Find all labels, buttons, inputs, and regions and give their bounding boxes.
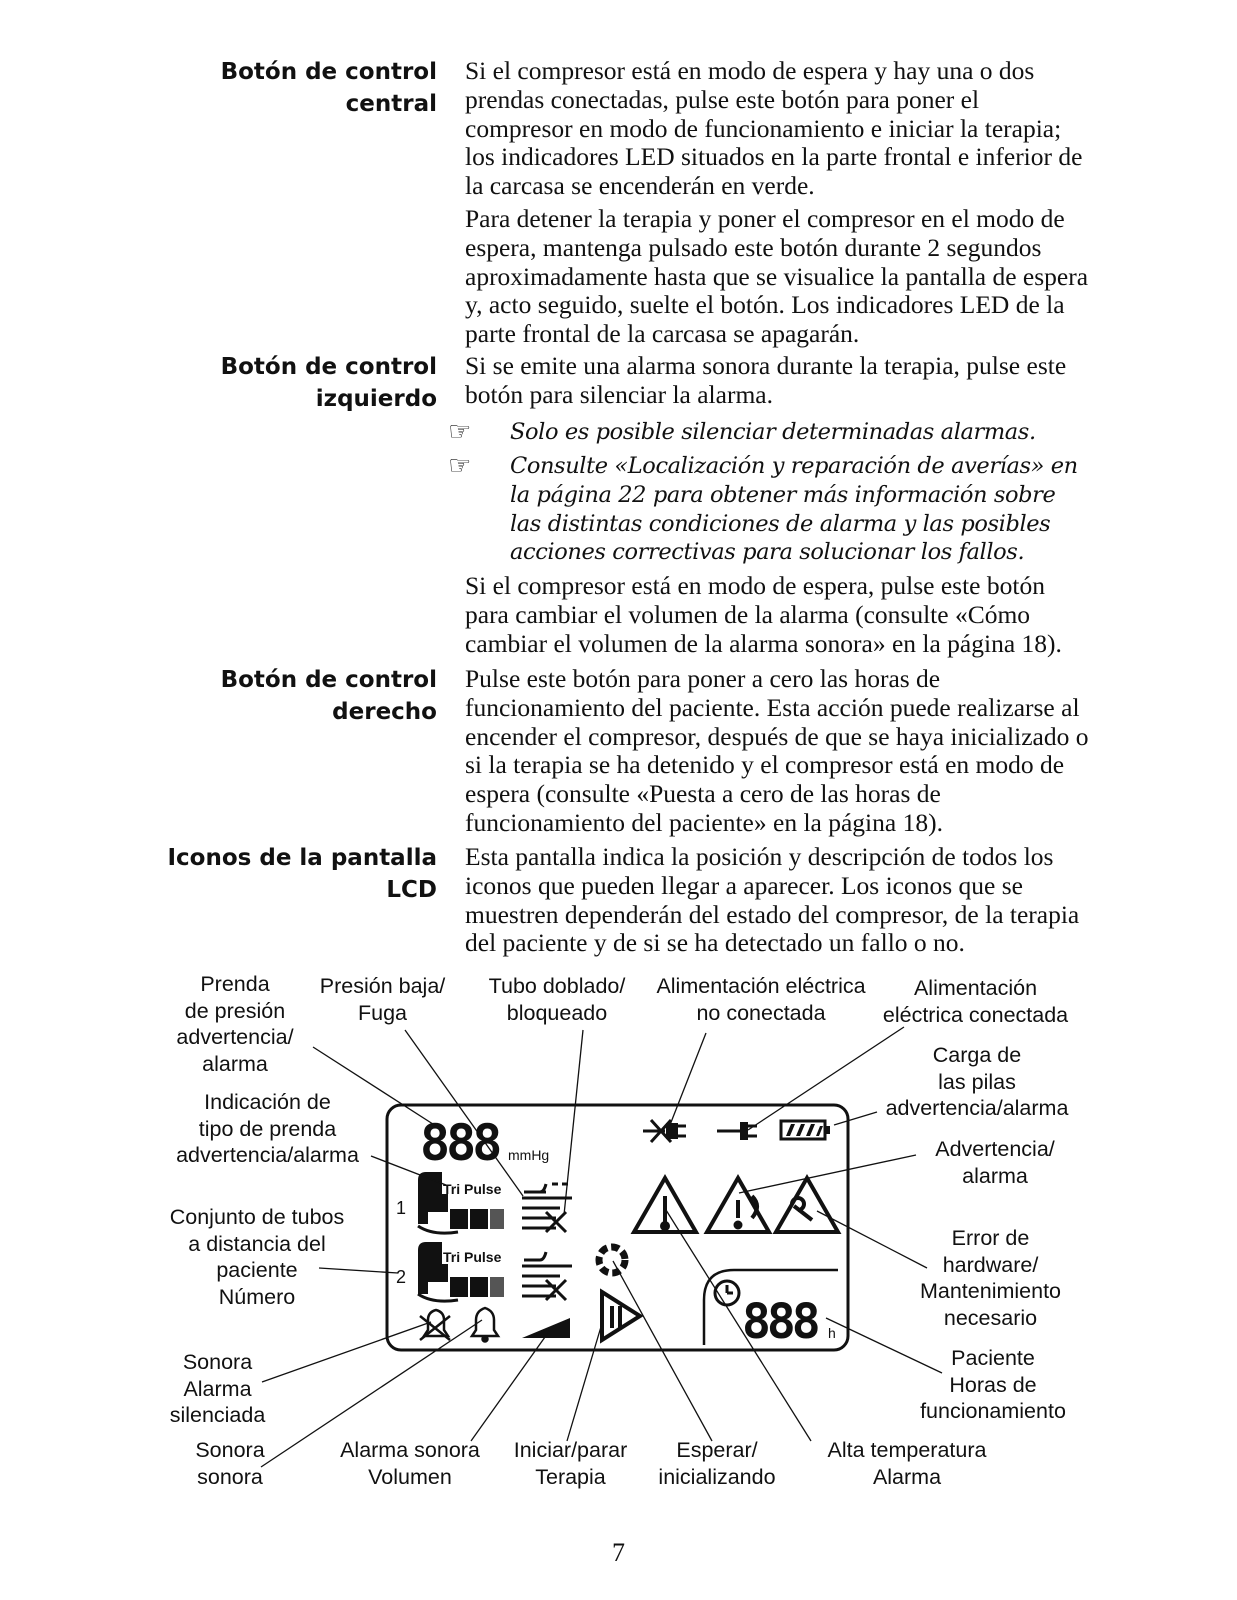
warning-alarm-icon: [707, 1178, 769, 1232]
section-label-left-button: Botón de control izquierdo: [220, 354, 437, 412]
callout-start-stop: Iniciar/parar Terapia: [513, 1438, 628, 1489]
paragraph-lcd-1: Esta pantalla indica la posición y descripción de todos los iconos que pueden llegar a aparecer. Los iconos que se muestren dependerán del estado del compresor, de la terapia del paciente y de si se ha detectado un fallo o no.: [465, 842, 1080, 958]
pressure-digits: 888: [420, 1114, 499, 1172]
paragraph-central-1: Si el compresor está en modo de espera y hay una o dos prendas conectadas, pulse este botón para poner el compresor en modo de funcionamiento e iniciar la terapia; los indicadores LED situados en la parte frontal e inferior de la carcasa se encenderán en verde.: [465, 56, 1083, 201]
power-connected-icon: [717, 1122, 757, 1140]
callout-kinked-tube: Tubo doblado/ bloqueado: [488, 974, 626, 1025]
low-pressure-leak-icon-2: [522, 1252, 572, 1266]
paragraph-left-1: Si se emite una alarma sonora durante la terapia, pulse este botón para silenciar la alarma.: [465, 351, 1067, 409]
garment-2-number: 2: [396, 1267, 407, 1287]
callout-tube-set: Conjunto de tubos a distancia del paciente Número: [169, 1205, 345, 1309]
kinked-tube-icon: [522, 1208, 566, 1232]
callout-garment-pressure: Prenda de presión advertencia/ alarma: [176, 972, 294, 1076]
garment-1-label: Tri Pulse: [443, 1181, 502, 1197]
pointing-hand-icon: ☞: [448, 451, 472, 481]
paragraph-left-2: Si el compresor está en modo de espera, pulse este botón para cambiar el volumen de la alarma (consulte «Cómo cambiar el volumen de la alarma sonora» en la página 18).: [465, 571, 1062, 658]
pointing-hand-icon: ☞: [448, 417, 472, 447]
note-troubleshooting: Consulte «Localización y reparación de averías» en la página 22 para obtener más información sobre las distintas condiciones de alarma y las posibles acciones correctivas para solucionar los fallos.: [510, 453, 1078, 566]
hours-unit: h: [828, 1325, 836, 1341]
section-label-right-button: Botón de control derecho: [220, 667, 437, 725]
hours-digits: 888: [742, 1294, 817, 1350]
pressure-unit: mmHg: [508, 1147, 550, 1163]
section-label-lcd-icons: Iconos de la pantalla LCD: [167, 845, 437, 903]
callout-low-pressure: Presión baja/ Fuga: [319, 974, 446, 1025]
callout-hardware-error: Error de hardware/ Mantenimiento necesario: [919, 1226, 1062, 1330]
paragraph-right-1: Pulse este botón para poner a cero las horas de funcionamiento del paciente. Esta acción puede realizarse al encender el compresor, después de que se haya inicializado o si la terapia se ha detenido y el compresor está en modo de espera (consulte «Puesta a cero de las horas de funcionamiento del paciente» en la página 18).: [465, 664, 1089, 837]
standby-initialising-icon: [599, 1247, 625, 1273]
callout-garment-type: Indicación de tipo de prenda advertencia/alarma: [176, 1090, 359, 1167]
callout-alarm-volume: Alarma sonora Volumen: [340, 1438, 480, 1489]
audible-alarm-silenced-icon: [420, 1310, 450, 1340]
page-number: 7: [612, 1538, 625, 1567]
callout-battery: Carga de las pilas advertencia/alarma: [885, 1043, 1069, 1120]
callout-standby: Esperar/ inicializando: [658, 1438, 776, 1489]
section-label-central-button: Botón de control central: [220, 59, 437, 117]
power-disconnected-icon: [643, 1120, 686, 1142]
callout-warning-alarm: Advertencia/ alarma: [935, 1137, 1055, 1188]
battery-icon: [781, 1121, 830, 1139]
garment-1-number: 1: [396, 1198, 407, 1218]
garment-2-label: Tri Pulse: [443, 1249, 502, 1265]
callout-patient-hours: Paciente Horas de funcionamiento: [920, 1346, 1066, 1423]
callout-high-temp: Alta temperatura Alarma: [827, 1438, 987, 1489]
callout-power-disconnected: Alimentación eléctrica no conectada: [656, 974, 866, 1025]
paragraph-central-2: Para detener la terapia y poner el compresor en el modo de espera, mantenga pulsado este botón durante 2 segundos aproximadamente hasta que se visualice la pantalla de espera y, acto seguido, suelte el botón. Los indicadores LED de la parte frontal de la carcasa se apagarán.: [465, 204, 1089, 349]
note-silence-alarms: Solo es posible silenciar determinadas alarmas.: [510, 419, 1036, 445]
callout-power-connected: Alimentación eléctrica conectada: [882, 976, 1069, 1027]
callout-audible: Sonora sonora: [195, 1438, 265, 1489]
high-temperature-alarm-icon: [634, 1178, 696, 1232]
low-pressure-leak-icon: [522, 1184, 572, 1198]
kinked-tube-icon-2: [522, 1276, 566, 1300]
hardware-error-icon: [776, 1178, 838, 1232]
callout-audible-silenced: Sonora Alarma silenciada: [169, 1350, 266, 1427]
